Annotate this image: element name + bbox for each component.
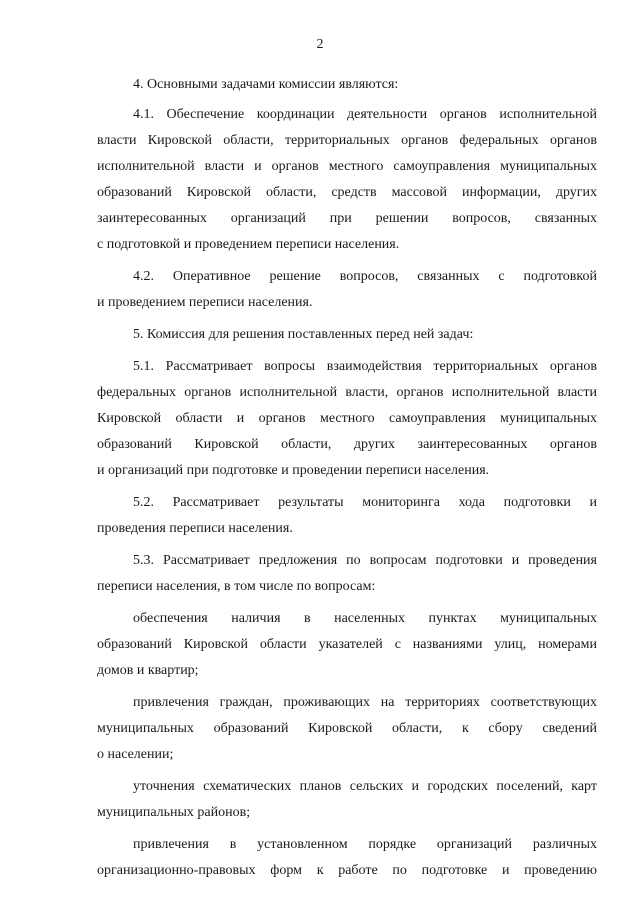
- paragraph-line: федеральных органов исполнительной власти, органов исполнительной власти: [97, 385, 597, 400]
- paragraph-line: 4.1. Обеспечение координации деятельности органов исполнительной: [133, 107, 597, 122]
- paragraph-line: переписи населения, в том числе по вопросам:: [97, 579, 376, 594]
- paragraph-line: образований Кировской области, средств массовой информации, других: [97, 185, 597, 200]
- paragraph-5-3: [97, 548, 597, 600]
- paragraph-line: Кировской области и органов местного самоуправления муниципальных: [97, 411, 597, 426]
- paragraph-line: проведения переписи населения.: [97, 521, 293, 536]
- paragraph-line: о населении;: [97, 747, 174, 762]
- list-item-citizens: [97, 690, 597, 768]
- paragraph-line: привлечения граждан, проживающих на территориях соответствующих: [133, 695, 597, 710]
- paragraph-line: 4. Основными задачами комиссии являются:: [133, 77, 399, 92]
- paragraph-line: 5. Комиссия для решения поставленных перед ней задач:: [133, 327, 474, 342]
- paragraph-line: исполнительной власти и органов местного самоуправления муниципальных: [97, 159, 597, 174]
- paragraph-line: обеспечения наличия в населенных пунктах муниципальных: [133, 611, 597, 626]
- list-item-plans: [97, 774, 597, 826]
- list-item-organizations: [97, 832, 597, 884]
- paragraph-line: 5.1. Рассматривает вопросы взаимодействия территориальных органов: [133, 359, 597, 374]
- paragraph-line: 4.2. Оперативное решение вопросов, связанных с подготовкой: [133, 269, 597, 284]
- paragraph-line: и организаций при подготовке и проведении переписи населения.: [97, 463, 490, 478]
- page-number: 2: [316, 37, 324, 52]
- paragraph-line: организационно-правовых форм к работе по подготовке и проведению: [97, 863, 597, 878]
- paragraph-5-1: [97, 354, 597, 484]
- paragraph-5: [97, 322, 597, 348]
- paragraph-line: образований Кировской области, других заинтересованных органов: [97, 437, 597, 452]
- paragraph-line: домов и квартир;: [97, 663, 199, 678]
- paragraph-line: образований Кировской области указателей с названиями улиц, номерами: [97, 637, 597, 652]
- paragraph-line: заинтересованных организаций при решении вопросов, связанных: [97, 211, 597, 226]
- paragraph-line: 5.2. Рассматривает результаты мониторинга хода подготовки и: [133, 495, 597, 510]
- paragraph-line: с подготовкой и проведением переписи населения.: [97, 237, 400, 252]
- paragraph-4: [97, 72, 597, 98]
- list-item-street-signs: [97, 606, 597, 684]
- paragraph-4-1: [97, 102, 597, 258]
- paragraph-5-2: [97, 490, 597, 542]
- paragraph-line: муниципальных районов;: [97, 805, 251, 820]
- paragraph-line: привлечения в установленном порядке организаций различных: [133, 837, 597, 852]
- paragraph-line: 5.3. Рассматривает предложения по вопросам подготовки и проведения: [133, 553, 597, 568]
- paragraph-line: власти Кировской области, территориальных органов федеральных органов: [97, 133, 597, 148]
- paragraph-line: муниципальных образований Кировской области, к сбору сведений: [97, 721, 597, 736]
- document-body: [97, 72, 597, 890]
- paragraph-4-2: [97, 264, 597, 316]
- paragraph-line: уточнения схематических планов сельских и городских поселений, карт: [133, 779, 597, 794]
- paragraph-line: и проведением переписи населения.: [97, 295, 313, 310]
